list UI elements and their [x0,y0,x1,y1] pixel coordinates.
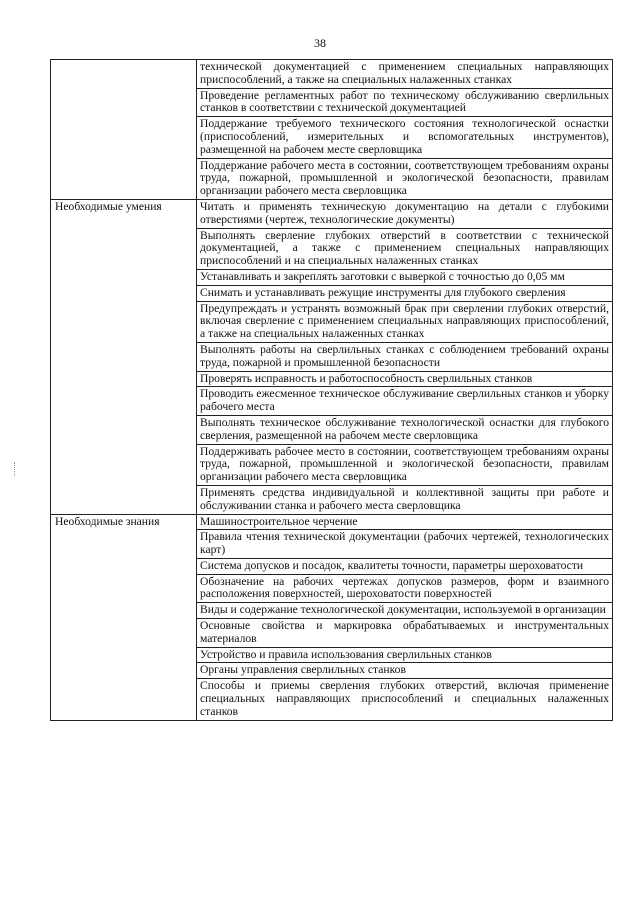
table-cell: Поддерживать рабочее место в состоянии, соответствующем требованиям охраны труда, пожарной, промышленной и экологической безопасности, правилам организации рабочего места сверловщика [197,444,613,485]
table-row [51,60,613,89]
table-cell: Способы и приемы сверления глубоких отверстий, включая применение специальных направляющих приспособлений и специальных налаженных станков [197,679,613,720]
table-cell: Органы управления сверлильных станков [197,663,613,679]
table-cell: Выполнять сверление глубоких отверстий в соответствии с технической документацией, а также с применением специальных направляющих приспособлений и на специальных налаженных станках [197,228,613,269]
table-cell: Проверять исправность и работоспособность сверлильных станков [197,371,613,387]
table-cell: Машиностроительное черчение [197,514,613,530]
scan-margin-mark [14,462,16,476]
table-cell: Предупреждать и устранять возможный брак при сверлении глубоких отверстий, включая сверление с применением специальных направляющих приспособлений, а также на специальных налаженных станках [197,301,613,342]
table-row [51,514,613,530]
table-cell: Проводить ежесменное техническое обслуживание сверлильных станков и уборку рабочего места [197,387,613,416]
table-cell: Виды и содержание технологической документации, используемой в организации [197,603,613,619]
table-cell: Правила чтения технической документации (рабочих чертежей, технологических карт) [197,530,613,559]
table-cell: Поддержание требуемого технического состояния технологической оснастки (приспособлений, измерительных и вспомогательных инструментов), размещенной на рабочем месте сверловщика [197,117,613,158]
table-cell: Выполнять работы на сверлильных станках с соблюдением требований охраны труда, пожарной и промышленной безопасности [197,342,613,371]
table-cell: Проведение регламентных работ по техническому обслуживанию сверлильных станков в соответствии с технической документацией [197,88,613,117]
table-cell: Обозначение на рабочих чертежах допусков размеров, форм и взаимного расположения поверхностей, шероховатости поверхностей [197,574,613,603]
table-cell: Выполнять техническое обслуживание технологической оснастки для глубокого сверления, размещенной на рабочем месте сверловщика [197,415,613,444]
table-cell: Читать и применять техническую документацию на детали с глубокими отверстиями (чертеж, технологические документы) [197,199,613,228]
table-cell: технической документацией с применением специальных направляющих приспособлений, а также на специальных налаженных станках [197,60,613,89]
category-skills: Необходимые умения [51,199,197,514]
table-cell: Поддержание рабочего места в состоянии, соответствующем требованиям охраны труда, пожарной, промышленной и экологической безопасности, правилам организации рабочего места сверловщика [197,158,613,199]
category-cell-empty [51,60,197,200]
table-cell: Основные свойства и маркировка обрабатываемых и инструментальных материалов [197,619,613,648]
category-knowledge: Необходимые знания [51,514,197,720]
requirements-table [50,59,613,721]
table-row [51,199,613,228]
table-cell: Снимать и устанавливать режущие инструменты для глубокого сверления [197,285,613,301]
table-cell: Применять средства индивидуальной и коллективной защиты при работе и обслуживании станка и рабочего места сверловщика [197,485,613,514]
table-cell: Устанавливать и закреплять заготовки с выверкой с точностью до 0,05 мм [197,269,613,285]
page-number: 38 [314,36,326,50]
table-cell: Система допусков и посадок, квалитеты точности, параметры шероховатости [197,558,613,574]
table-cell: Устройство и правила использования сверлильных станков [197,647,613,663]
